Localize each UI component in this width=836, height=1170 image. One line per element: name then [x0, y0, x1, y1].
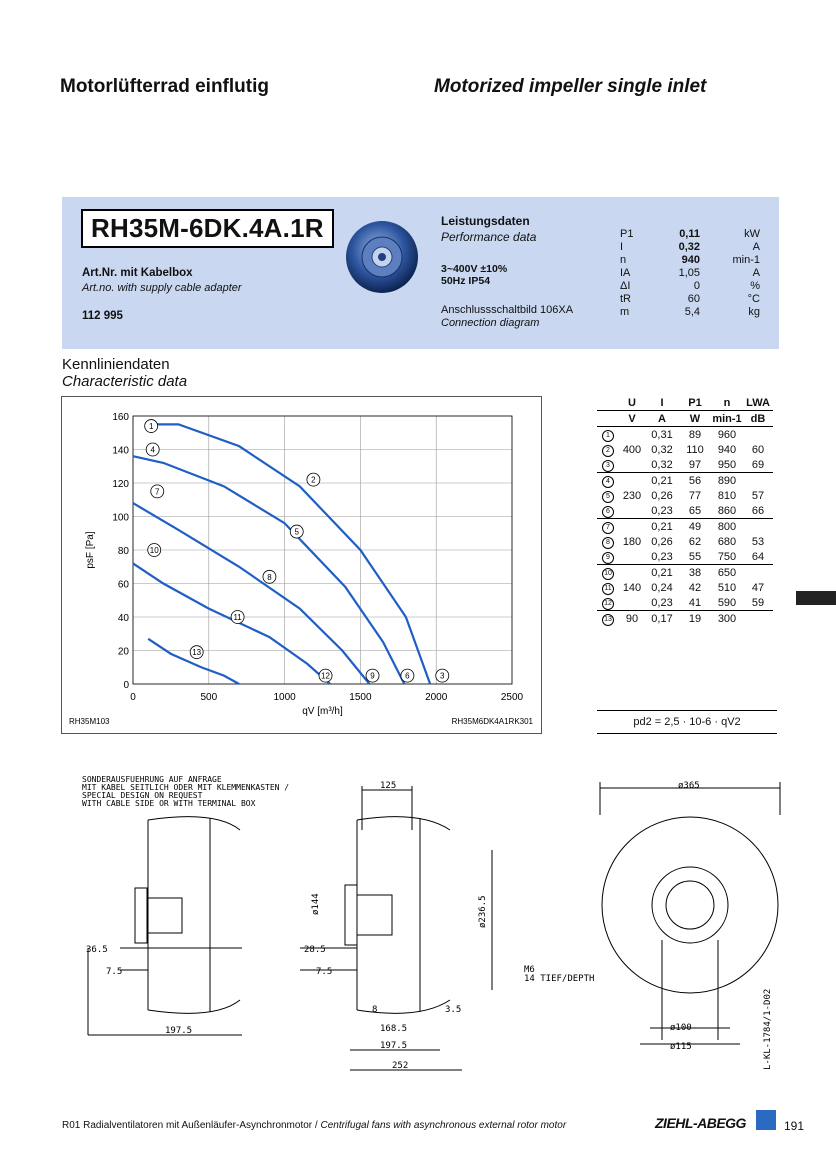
table-cell: 940	[717, 443, 737, 456]
table-cell	[619, 519, 645, 535]
table-cell	[597, 503, 619, 519]
curve-marker-label: 9	[370, 671, 375, 681]
voltage: 3~400V ±10%	[441, 263, 508, 275]
performance-table	[597, 395, 773, 626]
characteristic-title-de: Kennliniendaten	[62, 356, 170, 373]
table-cell: 90	[625, 612, 639, 625]
table-cell	[597, 595, 619, 611]
connection-info	[441, 304, 573, 330]
table-cell	[597, 580, 619, 595]
note-line: MIT KABEL SEITLICH ODER MIT KLEMMENKASTEN /	[82, 783, 290, 792]
dim-label: 28.5	[304, 945, 326, 955]
curve-marker-label: 12	[321, 671, 330, 681]
table-row	[597, 519, 773, 535]
dim-label: 197.5	[380, 1041, 408, 1051]
table-cell	[619, 595, 645, 611]
chart-code-right: RH35M6DK4A1RK301	[451, 717, 533, 726]
dim-label: 36.5	[86, 945, 108, 955]
curve-marker-label: 6	[405, 671, 410, 681]
table-cell	[619, 473, 645, 489]
table-cell: 56	[688, 474, 702, 487]
dim-label: 168.5	[380, 1024, 408, 1034]
thread-label: 14 TIEF/DEPTH	[524, 974, 595, 984]
table-row	[597, 595, 773, 611]
table-cell	[743, 427, 773, 443]
table-cell: 0,23	[645, 503, 679, 519]
row-index-badge: 4	[602, 476, 614, 488]
dim-label: ø144	[311, 893, 321, 915]
table-row	[597, 580, 773, 595]
section-tab	[796, 591, 836, 605]
table-cell	[597, 519, 619, 535]
table-cell: dB	[743, 411, 773, 427]
table-cell	[597, 611, 619, 627]
connection-de: Anschlussschaltbild 106XA	[441, 304, 574, 316]
page-title-en: Motorized impeller single inlet	[434, 76, 707, 97]
table-cell: 42	[688, 581, 702, 594]
dim-label: ø236.5	[478, 895, 488, 928]
curve-13	[148, 639, 239, 684]
curve-marker-label: 13	[192, 648, 202, 658]
table-cell: 47	[751, 581, 765, 594]
footer-text-en: Centrifugal fans with asynchronous external rotor motor	[320, 1120, 567, 1131]
table-cell: 65	[679, 503, 711, 519]
table-cell: 230	[622, 489, 642, 502]
dim-label: 3.5	[445, 1005, 462, 1015]
x-tick-label: 1500	[349, 692, 372, 703]
table-cell: 59	[743, 595, 773, 611]
table-cell: 140	[622, 581, 642, 594]
y-tick-label: 160	[112, 412, 129, 423]
table-cell	[619, 565, 645, 581]
table-cell: 0,26	[651, 489, 673, 502]
table-cell: I	[645, 395, 679, 411]
table-row	[597, 457, 773, 473]
curve-marker-label: 7	[155, 487, 160, 497]
y-tick-label: 20	[117, 646, 129, 658]
row-index-badge: 6	[602, 506, 614, 518]
table-row	[597, 549, 773, 565]
table-cell: LWA	[743, 395, 773, 411]
table-cell	[597, 549, 619, 565]
table-cell: 0,21	[651, 520, 673, 533]
row-index-badge: 2	[602, 445, 614, 457]
table-row	[597, 411, 773, 427]
spec-row: ΔI 0 %	[620, 280, 760, 292]
y-tick-label: 60	[117, 579, 129, 591]
table-cell: 0,32	[651, 443, 673, 456]
table-row	[597, 565, 773, 581]
curve-marker-label: 8	[267, 572, 272, 582]
table-cell	[619, 427, 645, 443]
table-cell: 66	[743, 503, 773, 519]
y-tick-label: 140	[112, 445, 129, 457]
table-row	[597, 611, 773, 627]
table-cell: U	[619, 395, 645, 411]
curve-marker-label: 2	[311, 475, 316, 485]
table-cell: A	[645, 411, 679, 427]
x-tick-label: 0	[130, 692, 136, 703]
spec-row: m 5,4 kg	[620, 306, 760, 318]
footer-text-de: R01 Radialventilatoren mit Außenläufer-Asynchronmotor /	[62, 1120, 321, 1131]
dim-label: 197.5	[165, 1026, 193, 1036]
impeller-photo	[340, 215, 424, 299]
table-cell	[597, 534, 619, 549]
y-tick-label: 100	[112, 512, 129, 524]
y-tick-label: 120	[112, 479, 129, 490]
table-cell: 97	[679, 457, 711, 473]
x-tick-label: 1000	[273, 692, 296, 703]
brand-logo-icon	[756, 1110, 776, 1130]
table-cell: 300	[717, 612, 737, 625]
table-row	[597, 442, 773, 457]
table-cell	[597, 427, 619, 443]
art-number: 112 995	[82, 310, 123, 322]
characteristic-title-en: Characteristic data	[62, 373, 188, 390]
table-cell: 400	[622, 443, 642, 456]
table-cell: 55	[679, 549, 711, 565]
table-cell: 49	[688, 520, 702, 533]
art-label-de: Art.Nr. mit Kabelbox	[82, 267, 193, 279]
table-cell: 0,21	[651, 566, 673, 579]
table-cell	[743, 473, 773, 489]
table-cell	[619, 503, 645, 519]
table-row	[597, 473, 773, 489]
table-cell: 650	[717, 566, 737, 579]
y-tick-label: 80	[117, 546, 129, 557]
chart-code-left: RH35M103	[69, 717, 110, 726]
note-line: SONDERAUSFUEHRUNG AUF ANFRAGE	[82, 775, 222, 784]
model-name: RH35M-6DK.4A.1R	[81, 209, 334, 248]
table-cell: 590	[711, 595, 743, 611]
table-cell: 0,17	[651, 612, 673, 625]
table-cell: P1	[679, 395, 711, 411]
row-index-badge: 13	[602, 614, 614, 626]
dim-label: ø115	[670, 1042, 692, 1052]
row-index-badge: 12	[602, 598, 614, 610]
table-cell: 960	[717, 428, 737, 441]
table-cell: 0,32	[645, 457, 679, 473]
table-cell: 800	[717, 520, 737, 533]
art-label-en: Art.no. with supply cable adapter	[82, 282, 242, 294]
dim-label: ø100	[670, 1023, 692, 1033]
table-cell: 510	[717, 581, 737, 594]
curve-1	[153, 424, 430, 684]
connection-en: Connection diagram	[441, 317, 540, 329]
dim-label: 7.5	[316, 967, 333, 977]
table-cell: min-1	[712, 412, 742, 425]
spec-list	[620, 228, 760, 319]
x-tick-label: 2500	[500, 692, 524, 703]
x-tick-label: 500	[200, 692, 218, 703]
spec-row: tR 60 °C	[620, 293, 760, 305]
dynamic-pressure-formula: pd2 = 2,5 · 10-6 · qV2	[597, 710, 777, 734]
page-number: 191	[784, 1119, 805, 1133]
table-cell: W	[679, 411, 711, 427]
table-cell: V	[619, 411, 645, 427]
drawing-code: L-KL-1784/1-D02	[763, 988, 773, 1070]
curve-10	[133, 563, 330, 684]
y-tick-label: 0	[123, 680, 129, 691]
table-cell: 64	[743, 549, 773, 565]
row-index-badge: 8	[602, 537, 614, 549]
frequency-ip: 50Hz IP54	[441, 275, 491, 287]
table-row	[597, 503, 773, 519]
dim-label: 252	[392, 1061, 409, 1071]
y-tick-label: 40	[117, 613, 129, 624]
table-cell: 750	[711, 549, 743, 565]
table-cell: 38	[688, 566, 702, 579]
spec-row: n 940 min-1	[620, 254, 760, 266]
table-cell: 57	[751, 489, 765, 502]
table-cell: 680	[717, 535, 737, 548]
table-cell: 860	[711, 503, 743, 519]
x-axis-label: qV [m³/h]	[302, 706, 343, 717]
voltage-info	[441, 263, 507, 287]
row-index-badge: 9	[602, 552, 614, 564]
curve-marker-label: 10	[149, 546, 159, 555]
dim-label: 8	[372, 1005, 378, 1015]
row-index-badge: 11	[602, 583, 614, 595]
table-cell: 0,23	[645, 595, 679, 611]
table-row	[597, 395, 773, 411]
dimension-drawing	[0, 740, 836, 1100]
row-index-badge: 7	[602, 522, 614, 534]
table-cell: 110	[686, 443, 704, 456]
y-axis-label: psF [Pa]	[85, 531, 96, 569]
table-cell: 0,23	[645, 549, 679, 565]
table-cell	[597, 457, 619, 473]
table-row	[597, 427, 773, 443]
row-index-badge: 10	[602, 568, 614, 580]
curve-marker-label: 4	[150, 445, 155, 455]
curve-marker-label: 1	[148, 422, 154, 432]
table-row	[597, 488, 773, 503]
footer-text	[62, 1120, 566, 1131]
table-cell: 890	[717, 474, 737, 487]
table-cell	[743, 519, 773, 535]
note-line: SPECIAL DESIGN ON REQUEST	[82, 791, 203, 800]
performance-title-de: Leistungsdaten	[441, 214, 530, 228]
table-cell: 53	[751, 535, 765, 548]
table-cell	[743, 565, 773, 581]
table-cell	[597, 442, 619, 457]
fan-curve-chart	[61, 396, 542, 734]
table-cell: 0,26	[651, 535, 673, 548]
page-title-de: Motorlüfterrad einflutig	[60, 76, 269, 97]
row-index-badge: 5	[602, 491, 614, 503]
table-cell: 180	[622, 535, 642, 548]
dim-label: ø365	[678, 781, 700, 791]
table-cell: 0,31	[651, 428, 673, 441]
table-cell	[619, 457, 645, 473]
table-cell: 77	[688, 489, 702, 502]
curve-7	[133, 503, 369, 684]
brand-logo: ZIEHL-ABEGG	[655, 1115, 746, 1131]
thread-label: M6	[524, 965, 535, 975]
table-cell	[619, 549, 645, 565]
table-row	[597, 534, 773, 549]
spec-row: P1 0,11 kW	[620, 228, 760, 240]
table-cell: 60	[751, 443, 765, 456]
table-cell: 0,24	[651, 581, 673, 594]
dim-label: 7.5	[106, 967, 123, 977]
table-cell	[743, 611, 773, 627]
curve-marker-label: 11	[233, 613, 242, 622]
table-cell	[597, 411, 619, 427]
table-cell: 41	[679, 595, 711, 611]
note-line: WITH CABLE SIDE OR WITH TERMINAL BOX	[82, 799, 256, 808]
performance-title-en: Performance data	[441, 230, 537, 244]
table-cell: 950	[711, 457, 743, 473]
table-cell: 69	[743, 457, 773, 473]
x-tick-label: 2000	[425, 692, 448, 703]
table-cell	[597, 488, 619, 503]
curve-marker-label: 5	[294, 527, 299, 537]
table-cell: 19	[688, 612, 702, 625]
row-index-badge: 3	[602, 460, 614, 472]
row-index-badge: 1	[602, 430, 614, 442]
curve-marker-label: 3	[440, 671, 445, 681]
table-cell: 89	[688, 428, 702, 441]
dim-label: 125	[380, 781, 397, 791]
table-cell: 0,21	[651, 474, 673, 487]
table-cell	[597, 395, 619, 411]
table-cell: 62	[688, 535, 702, 548]
table-cell: n	[711, 395, 743, 411]
table-cell	[597, 565, 619, 581]
table-cell	[597, 473, 619, 489]
table-cell: 810	[717, 489, 737, 502]
spec-row: IA 1,05 A	[620, 267, 760, 279]
spec-row: I 0,32 A	[620, 241, 760, 253]
